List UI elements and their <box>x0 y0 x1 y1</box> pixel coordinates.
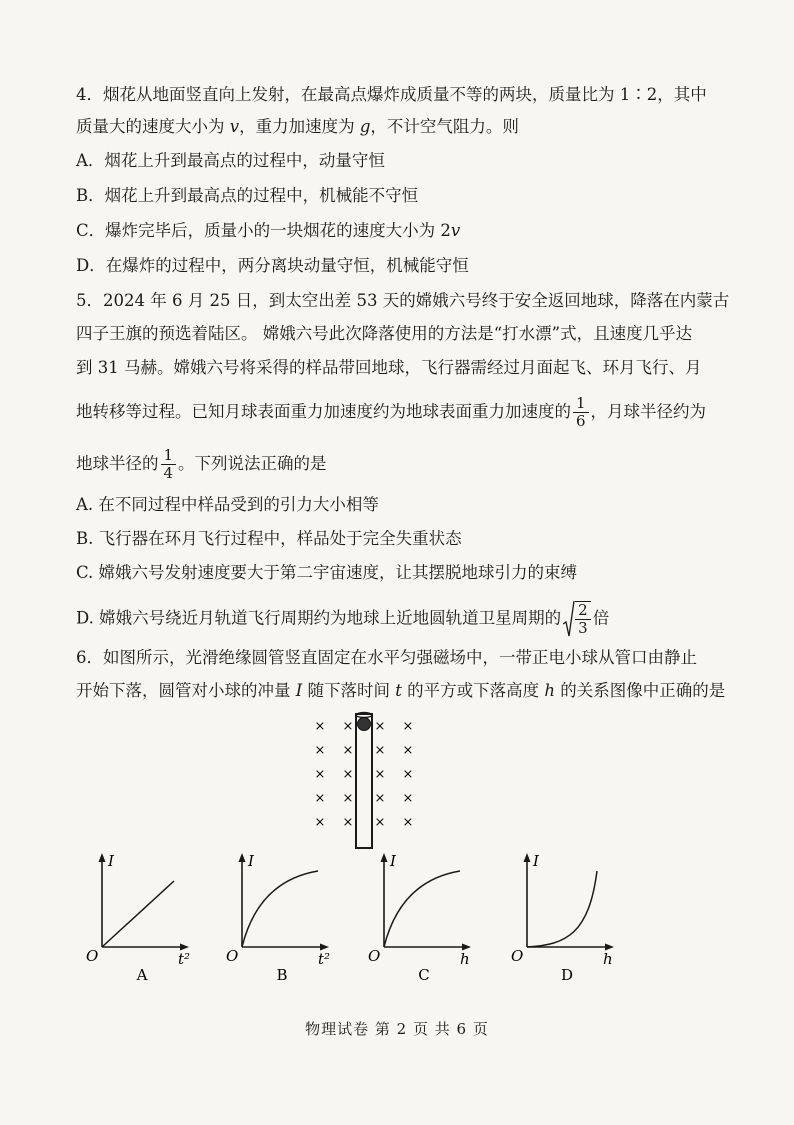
field-mark: × <box>374 743 386 758</box>
sqrt-two-thirds: $\frac{2}{3}$ <box>563 600 591 638</box>
graph-curve <box>527 871 597 947</box>
q6-stem-line2: 开始下落，圆管对小球的冲量 I 随下落时间 t 的平方或下落高度 h 的关系图像中正确的是 <box>76 681 726 700</box>
q4-option-b: B．烟花上升到最高点的过程中，机械能不守恒 <box>76 186 419 205</box>
graph-b <box>226 852 330 984</box>
graph-caption: B <box>276 966 288 984</box>
q4-option-d: D．在爆炸的过程中，两分离块动量守恒，机械能守恒 <box>76 256 469 275</box>
q4-stem-line1: 4．烟花从地面竖直向上发射，在最高点爆炸成质量不等的两块，质量比为 1∶2，其中 <box>76 85 707 104</box>
graph-curve <box>102 881 174 947</box>
q5-stem-line3: 到 31 马赫。嫦娥六号将采得的样品带回地球，飞行器需经过月面起飞、环月飞行、月 <box>76 358 702 377</box>
q5-stem-line4: 地转移等过程。已知月球表面重力加速度约为地球表面重力加速度的 $\frac{1}{6}$ ，月球半径约为 <box>76 394 707 430</box>
q4-option-a: A．烟花上升到最高点的过程中，动量守恒 <box>76 151 385 170</box>
field-mark: × <box>374 791 386 806</box>
y-axis-label: I <box>248 852 254 870</box>
origin-label: O <box>368 947 381 965</box>
origin-label: O <box>86 947 99 965</box>
x-axis-label: t² <box>178 950 191 968</box>
field-mark: × <box>402 815 414 830</box>
field-mark: × <box>314 719 326 734</box>
graph-caption: A <box>136 966 148 984</box>
y-axis-label: I <box>108 852 114 870</box>
graph-c <box>368 852 471 984</box>
insulating-tube <box>356 714 372 848</box>
field-mark: × <box>314 743 326 758</box>
x-axis-label: h <box>460 950 470 968</box>
y-axis-arrow-icon <box>381 853 388 862</box>
graph-curve <box>242 871 318 947</box>
q4-option-c: C．爆炸完毕后，质量小的一块烟花的速度大小为 2v <box>76 221 461 240</box>
magnetic-field-marks <box>315 719 414 830</box>
q5-option-d: D. 嫦娥六号绕近月轨道飞行周期约为地球上近地圆轨道卫星周期的 $\frac{2}{3}$ 倍 <box>76 601 610 637</box>
x-axis-label: t² <box>318 950 331 968</box>
field-mark: × <box>342 815 354 830</box>
field-mark: × <box>342 791 354 806</box>
field-mark: × <box>342 743 354 758</box>
field-mark: × <box>342 719 354 734</box>
field-mark: × <box>314 815 326 830</box>
answer-graphs <box>80 850 660 985</box>
q4-stem-line2: 质量大的速度大小为 v，重力加速度为 g，不计空气阻力。则 <box>76 117 519 136</box>
graph-d <box>511 852 614 984</box>
graph-curve <box>384 871 460 947</box>
q5-option-b: B. 飞行器在环月飞行过程中，样品处于完全失重状态 <box>76 529 462 548</box>
field-mark: × <box>402 791 414 806</box>
field-mark: × <box>314 791 326 806</box>
q6-stem-line1: 6．如图所示，光滑绝缘圆管竖直固定在水平匀强磁场中，一带正电小球从管口由静止 <box>76 648 697 667</box>
fraction-one-quarter: $\frac{1}{4}$ <box>161 447 177 482</box>
y-axis-arrow-icon <box>239 853 246 862</box>
y-axis-arrow-icon <box>99 853 106 862</box>
origin-label: O <box>511 947 524 965</box>
y-axis-label: I <box>533 852 539 870</box>
field-mark: × <box>402 719 414 734</box>
tube-field-diagram <box>300 710 430 852</box>
field-mark: × <box>402 767 414 782</box>
field-mark: × <box>374 767 386 782</box>
q5-stem-line2: 四子王旗的预选着陆区。 嫦娥六号此次降落使用的方法是“打水漂”式，且速度几乎达 <box>76 324 693 343</box>
page-footer: 物理试卷 第 2 页 共 6 页 <box>305 1020 489 1038</box>
x-axis-label: h <box>603 950 613 968</box>
field-mark: × <box>314 767 326 782</box>
q5-stem-line1: 5．2024 年 6 月 25 日，到太空出差 53 天的嫦娥六号终于安全返回地球，降落在内蒙古 <box>76 291 730 310</box>
field-mark: × <box>374 719 386 734</box>
y-axis-label: I <box>390 852 396 870</box>
graph-a <box>86 852 190 984</box>
q5-stem-line5: 地球半径的 $\frac{1}{4}$ 。下列说法正确的是 <box>76 446 327 482</box>
q5-option-c: C. 嫦娥六号发射速度要大于第二宇宙速度，让其摆脱地球引力的束缚 <box>76 563 578 582</box>
field-mark: × <box>374 815 386 830</box>
origin-label: O <box>226 947 239 965</box>
graph-caption: C <box>418 966 430 984</box>
graph-caption: D <box>560 966 574 984</box>
fraction-one-sixth: $\frac{1}{6}$ <box>573 395 589 430</box>
y-axis-arrow-icon <box>524 853 531 862</box>
field-mark: × <box>402 743 414 758</box>
charged-ball <box>358 718 371 731</box>
field-mark: × <box>342 767 354 782</box>
q5-option-a: A. 在不同过程中样品受到的引力大小相等 <box>76 495 379 514</box>
